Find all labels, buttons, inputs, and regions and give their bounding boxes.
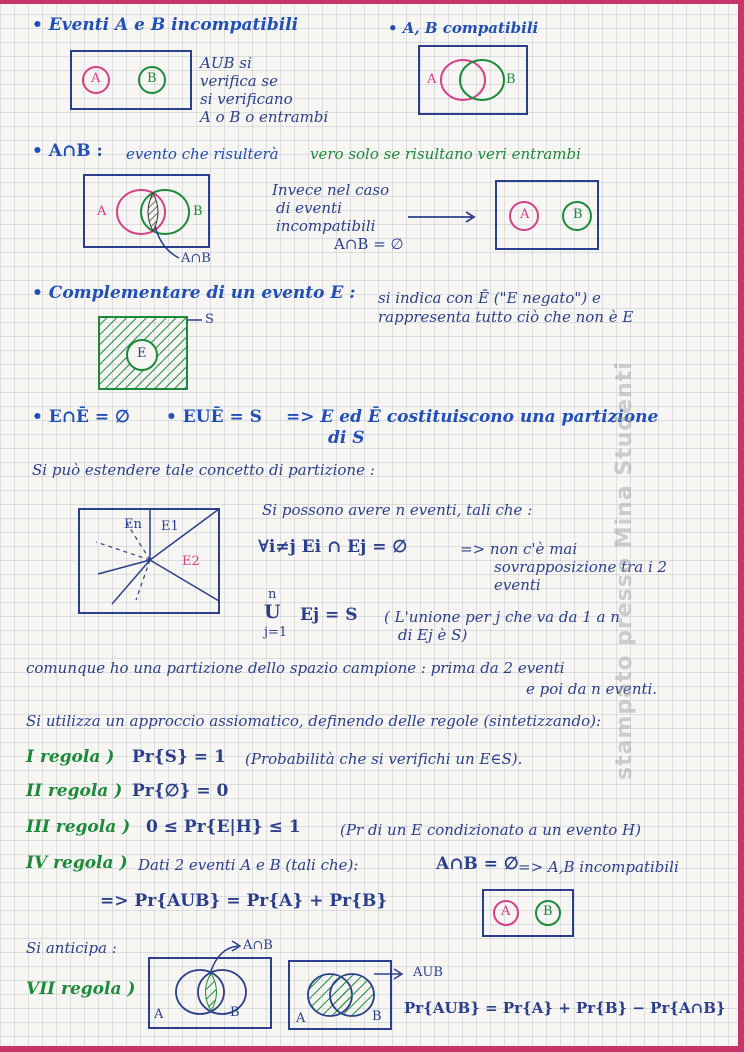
union-index-top: n [268, 587, 277, 602]
rules-intro: Si utilizza un approccio assiomatico, definendo delle regole (sintetizzando): [26, 712, 602, 730]
disjoint-condition: ∀i≠j Ei ∩ Ej = ∅ [258, 537, 408, 557]
rule-7-label-a1: A [154, 1007, 164, 1022]
rule-1-label: I regola ) [26, 747, 115, 767]
intersection-label-b: B [193, 204, 203, 219]
union-line-4: A o B o entrambi [200, 108, 329, 126]
intersection-text-green: vero solo se risultano veri entrambi [310, 145, 581, 163]
intersection-label-a: A [97, 204, 107, 219]
disjoint-label-a: A [520, 207, 530, 222]
rule-7-caption-intersection: A∩B [243, 938, 273, 953]
rule-3-formula: 0 ≤ Pr{E|H} ≤ 1 [146, 817, 301, 837]
right-edge [738, 0, 744, 1052]
intersection-empty-formula: A∩B = ∅ [334, 235, 404, 253]
rule-4-label: IV regola ) [26, 853, 128, 873]
complement-label-s: S [205, 312, 214, 327]
union-symbol: U [264, 601, 281, 623]
partition-label-en: En [124, 517, 142, 532]
incompatible-heading: • Eventi A e B incompatibili [32, 15, 299, 35]
compatible-label-b: B [506, 72, 516, 87]
watermark: stampato presso Mina Studenti [612, 361, 637, 780]
rule-7-formula: Pr{AUB} = Pr{A} + Pr{B} − Pr{A∩B} [404, 999, 726, 1017]
rule-1-formula: Pr{S} = 1 [132, 747, 226, 767]
disjoint-condition-text-1: => non c'è mai [460, 540, 578, 558]
union-line-3: si verificano [200, 90, 293, 108]
partition-statement-2: di S [328, 428, 365, 448]
incompatible-case-line-2: di eventi [276, 199, 342, 217]
rule-1-note: (Probabilità che si verifichi un E∈S). [245, 750, 523, 768]
union-expression: Ej = S [300, 605, 358, 625]
rule-4-diagram [482, 889, 574, 939]
partition-label-e2: E2 [182, 554, 200, 569]
rule-4-label-b: B [543, 904, 553, 919]
incompatible-case-line-1: Invece nel caso [272, 181, 390, 199]
rule-7-label-b1: B [230, 1005, 240, 1020]
compatible-heading: • A, B compatibili [388, 19, 539, 37]
rule-7-caption-union: AUB [413, 965, 443, 980]
union-complement-formula: • EUĒ = S [166, 407, 262, 427]
incompatible-case-line-3: incompatibili [276, 217, 376, 235]
anticipa-text: Si anticipa : [26, 939, 117, 957]
union-note-1: ( L'unione per j che va da 1 a n [384, 608, 620, 626]
complement-text-1: si indica con Ē ("E negato") e [378, 289, 601, 307]
arrow-right-icon [408, 210, 478, 224]
rule-7-union-diagram [288, 960, 418, 1032]
complement-label-e: E [137, 346, 147, 361]
rule-7-label-b2: B [372, 1009, 382, 1024]
incompatible-diagram [70, 50, 192, 112]
complement-text-2: rappresenta tutto ciò che non è E [378, 308, 634, 326]
complement-heading: • Complementare di un evento E : [32, 283, 356, 303]
incompatible-label-b: B [147, 71, 157, 86]
partition-statement: => E ed Ē costituiscono una partizione [286, 407, 659, 427]
rule-7-label: VII regola ) [26, 979, 136, 999]
top-edge [0, 0, 744, 4]
partition-lead: Si possono avere n eventi, tali che : [262, 501, 533, 519]
complement-diagram [98, 316, 208, 392]
intersection-complement-formula: • E∩Ē = ∅ [32, 407, 130, 427]
union-line-1: AUB si [200, 54, 252, 72]
union-line-2: verifica se [200, 72, 279, 90]
intersection-text: evento che risulterà [126, 145, 279, 163]
rule-3-label: III regola ) [26, 817, 131, 837]
bottom-edge [0, 1046, 744, 1052]
partition-intro: Si può estendere tale concetto di partizione : [32, 461, 375, 479]
rule-4-text: Dati 2 eventi A e B (tali che): [138, 856, 359, 874]
rule-4-label-a: A [501, 904, 511, 919]
intersection-prefix: • A∩B : [32, 141, 103, 161]
partition-summary-2: e poi da n eventi. [526, 680, 658, 698]
disjoint-condition-text-2: sovrapposizione tra i 2 [494, 558, 668, 576]
rule-7-label-a2: A [296, 1011, 306, 1026]
incompatible-label-a: A [91, 71, 101, 86]
rule-2-formula: Pr{∅} = 0 [132, 781, 229, 801]
disjoint-condition-text-3: eventi [494, 576, 541, 594]
rule-4-formula-2: => Pr{AUB} = Pr{A} + Pr{B} [100, 891, 388, 911]
rule-3-note: (Pr di un E condizionato a un evento H) [340, 821, 641, 839]
intersection-caption: A∩B [181, 251, 211, 266]
partition-label-e1: E1 [161, 519, 179, 534]
rule-4-formula: A∩B = ∅ [436, 854, 519, 874]
union-index-bottom: j=1 [264, 625, 288, 640]
rule-4-result: => A,B incompatibili [518, 858, 679, 876]
partition-summary-1: comunque ho una partizione dello spazio campione : prima da 2 eventi [26, 659, 565, 677]
union-note-2: di Ej è S) [398, 626, 468, 644]
rule-2-label: II regola ) [26, 781, 123, 801]
compatible-label-a: A [427, 72, 437, 87]
disjoint-label-b: B [573, 207, 583, 222]
disjoint-diagram [495, 180, 599, 252]
